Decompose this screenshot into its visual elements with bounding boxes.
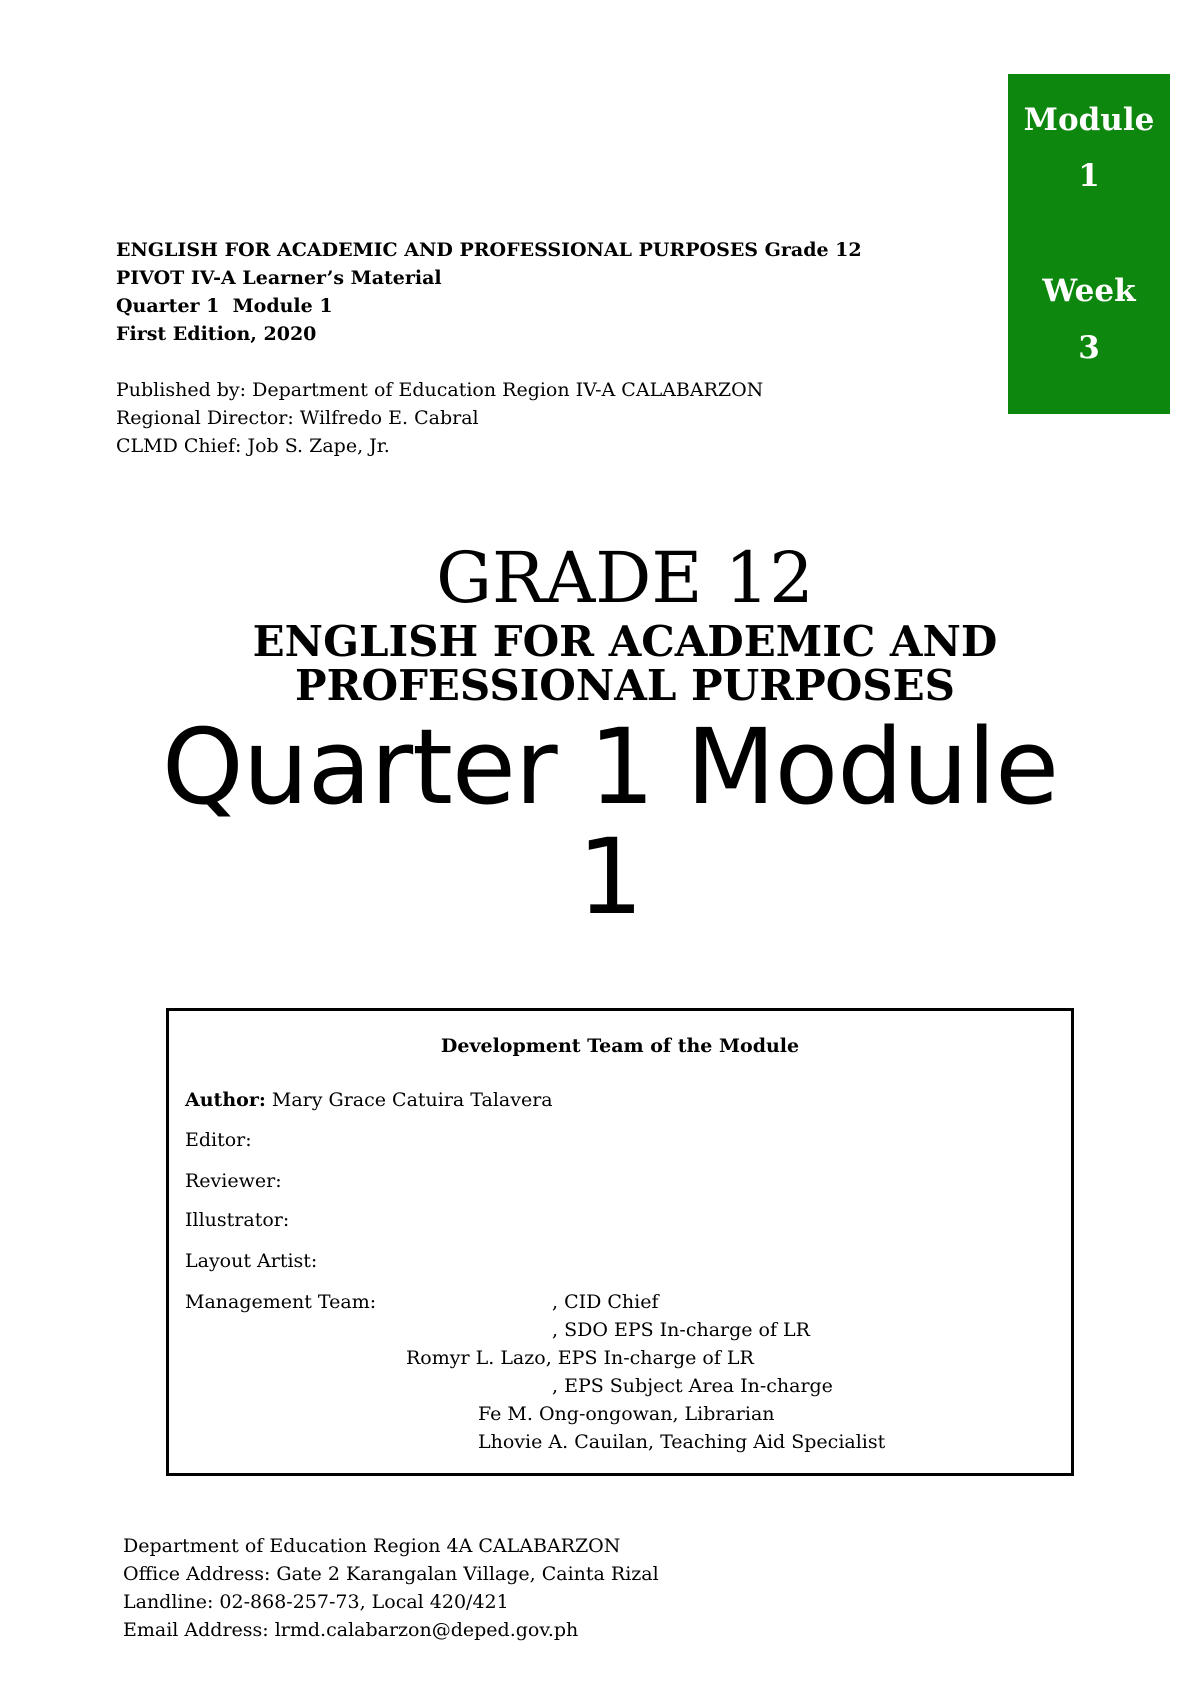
editor-label: Editor: <box>185 1129 252 1151</box>
author-row <box>185 1089 553 1111</box>
reviewer-label: Reviewer: <box>185 1170 282 1192</box>
quarter-module-title: Quarter 1 Module 1 <box>161 706 1059 938</box>
pub-title: ENGLISH FOR ACADEMIC AND PROFESSIONAL PURPOSES Grade 12 <box>116 239 862 261</box>
grade-title: GRADE 12 <box>436 537 814 619</box>
management-member: Lhovie A. Cauilan, Teaching Aid Specialist <box>478 1431 886 1453</box>
footer-department: Department of Education Region 4A CALABARZON <box>123 1535 621 1557</box>
team-heading: Development Team of the Module <box>440 1035 800 1057</box>
management-member: , SDO EPS In-charge of LR <box>552 1319 810 1341</box>
subject-title <box>0 617 1200 710</box>
badge-week-number: 3 <box>1078 330 1100 366</box>
subject-line-1: ENGLISH FOR ACADEMIC AND <box>252 617 998 666</box>
footer-email: Email Address: lrmd.calabarzon@deped.gov.ph <box>123 1619 579 1641</box>
management-team-label: Management Team: <box>185 1291 377 1313</box>
management-member: , EPS Subject Area In-charge <box>552 1375 833 1397</box>
footer-contact <box>123 1532 659 1644</box>
pub-edition: First Edition, 2020 <box>116 323 317 345</box>
author-value: Mary Grace Catuira Talavera <box>265 1089 553 1111</box>
badge-module-label: Module <box>1023 102 1155 138</box>
badge-week-label: Week <box>1042 273 1136 309</box>
development-team-box <box>166 1008 1074 1476</box>
pub-quarter: Quarter 1 Module 1 <box>116 295 333 317</box>
pub-clmd-chief: CLMD Chief: Job S. Zape, Jr. <box>116 435 390 457</box>
badge-module-number: 1 <box>1078 158 1100 194</box>
subject-line-2: PROFESSIONAL PURPOSES <box>295 661 955 710</box>
publication-info <box>116 236 862 460</box>
pub-material: PIVOT IV-A Learner’s Material <box>116 267 442 289</box>
footer-landline: Landline: 02-868-257-73, Local 420/421 <box>123 1591 509 1613</box>
footer-office-address: Office Address: Gate 2 Karangalan Village, Cainta Rizal <box>123 1563 659 1585</box>
author-label: Author: <box>185 1089 266 1111</box>
module-week-badge <box>1008 74 1170 414</box>
management-member: , CID Chief <box>552 1291 659 1313</box>
layout-artist-label: Layout Artist: <box>185 1250 318 1272</box>
management-member: Romyr L. Lazo, EPS In-charge of LR <box>406 1347 754 1369</box>
pub-publisher: Published by: Department of Education Region IV-A CALABARZON <box>116 379 764 401</box>
illustrator-label: Illustrator: <box>185 1209 290 1231</box>
pub-director: Regional Director: Wilfredo E. Cabral <box>116 407 479 429</box>
management-member: Fe M. Ong-ongowan, Librarian <box>478 1403 775 1425</box>
